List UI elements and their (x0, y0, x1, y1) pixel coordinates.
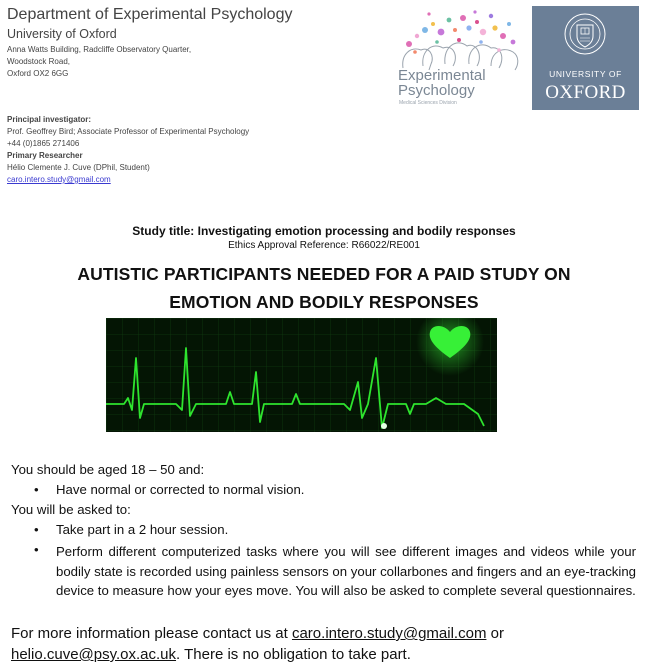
pi-detail: Prof. Geoffrey Bird; Associate Professor of Experimental Psychology (7, 127, 250, 136)
researcher-email-link[interactable]: caro.intero.study@gmail.com (7, 175, 111, 184)
pi-label: Principal investigator: (7, 115, 92, 124)
bullet-dot-icon: • (34, 542, 39, 557)
experimental-psychology-logo (395, 6, 522, 108)
address-line-3: Oxford OX2 6GG (7, 69, 69, 78)
oxford-logo-wordmark: OXFORD (545, 82, 626, 103)
address-line-2: Woodstock Road, (7, 57, 70, 66)
address-line-1: Anna Watts Building, Radcliffe Observatory Quarter, (7, 45, 192, 54)
oxford-logo (532, 6, 639, 110)
bullet-dot-icon: • (34, 482, 39, 497)
contact-email-link-1[interactable]: caro.intero.study@gmail.com (291, 625, 487, 642)
oxford-logo-small-text: UNIVERSITY OF (549, 69, 622, 79)
logo-word-experimental: Experimental (398, 67, 486, 84)
researcher-detail: Hélio Clemente J. Cuve (DPhil, Student) (7, 163, 150, 172)
pi-phone: +44 (0)1865 271406 (7, 139, 80, 148)
bullet-dot-icon: • (34, 522, 39, 537)
ekg-heart-image (106, 318, 497, 432)
contact-or: or (486, 625, 504, 642)
researcher-label: Primary Researcher (7, 151, 83, 160)
university-name: University of Oxford (7, 27, 117, 41)
oxford-crest-icon (563, 12, 607, 64)
contact-prefix: For more information please contact us at (11, 625, 292, 642)
ethics-reference: Ethics Approval Reference: R66022/RE001 (228, 240, 420, 251)
heartbeat-line-icon (106, 318, 497, 432)
headline-line-2: EMOTION AND BODILY RESPONSES (169, 292, 479, 312)
task-description: Perform different computerized tasks where you will see different images and videos while your bodily state is recorded using painless sensors on your collarbones and fingers and an eye-tracking device to measure how your eyes move. You will also be asked to complete several questionnaires. (56, 544, 636, 598)
contact-email-link-2[interactable]: helio.cuve@psy.ox.ac.uk (11, 646, 177, 663)
contact-suffix: . There is no obligation to take part. (176, 646, 411, 663)
logo-word-psychology: Psychology (398, 82, 475, 99)
headline-line-1: AUTISTIC PARTICIPANTS NEEDED FOR A PAID STUDY ON (77, 264, 571, 284)
contact-paragraph (11, 623, 641, 665)
study-title: Study title: Investigating emotion processing and bodily responses (132, 224, 516, 238)
age-requirement: You should be aged 18 – 50 and: (11, 462, 205, 477)
logo-division: Medical Sciences Division (399, 100, 457, 106)
department-name: Department of Experimental Psychology (7, 6, 293, 23)
asked-heading: You will be asked to: (11, 502, 131, 517)
vision-requirement: Have normal or corrected to normal vision. (56, 482, 305, 497)
task-session: Take part in a 2 hour session. (56, 522, 229, 537)
